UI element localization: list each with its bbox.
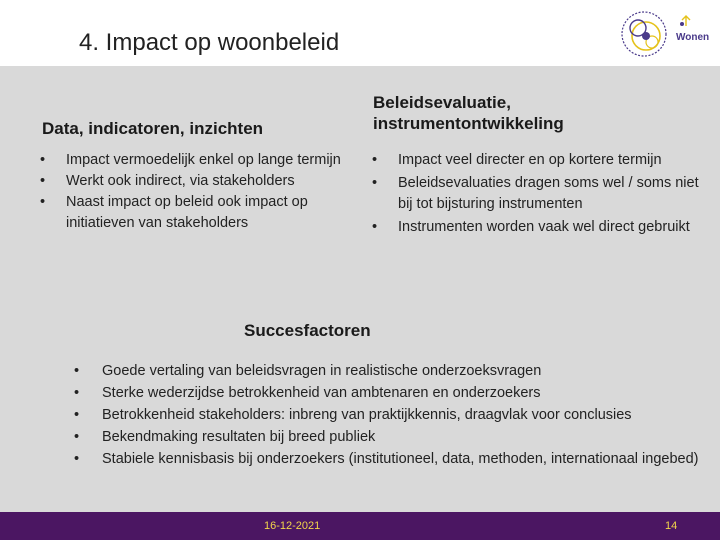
- footer-date: 16-12-2021: [264, 520, 321, 532]
- list-item: • Stabiele kennisbasis bij onderzoekers (institutioneel, data, methoden, internationaal ingebed): [72, 448, 712, 470]
- list-item: • Impact vermoedelijk enkel op lange termijn: [38, 150, 348, 171]
- left-column-heading: Data, indicatoren, inzichten: [42, 119, 264, 138]
- slide-header: [0, 0, 720, 66]
- list-item: • Betrokkenheid stakeholders: inbreng van praktijkkennis, draagvlak voor conclusies: [72, 404, 712, 426]
- logo-text: Wonen: [676, 32, 710, 43]
- page-number: 14: [665, 520, 678, 532]
- list-item: • Goede vertaling van beleidsvragen in realistische onderzoeksvragen: [72, 360, 712, 382]
- list-item: • Instrumenten worden vaak wel direct gebruikt: [370, 217, 700, 238]
- list-item: • Werkt ook indirect, via stakeholders: [38, 171, 348, 192]
- succesfactoren-list: [72, 360, 712, 470]
- right-bullet-list: [370, 150, 700, 238]
- list-item: • Naast impact op beleid ook impact op initiatieven van stakeholders: [38, 192, 348, 234]
- slide-content: [0, 66, 720, 512]
- list-item: • Sterke wederzijdse betrokkenheid van ambtenaren en onderzoekers: [72, 382, 712, 404]
- slide-title: 4. Impact op woonbeleid: [79, 29, 340, 56]
- right-column-heading: Beleidsevaluatie, instrumentontwikkeling: [373, 93, 564, 133]
- slide-footer: [0, 512, 720, 540]
- list-item: • Impact veel directer en op kortere termijn: [370, 150, 700, 171]
- succesfactoren-heading: Succesfactoren: [244, 321, 371, 340]
- left-bullet-list: [38, 150, 348, 234]
- list-item: • Bekendmaking resultaten bij breed publiek: [72, 426, 712, 448]
- list-item: • Beleidsevaluaties dragen soms wel / soms niet bij tot bijsturing instrumenten: [370, 173, 700, 215]
- wonen-logo: [612, 6, 712, 62]
